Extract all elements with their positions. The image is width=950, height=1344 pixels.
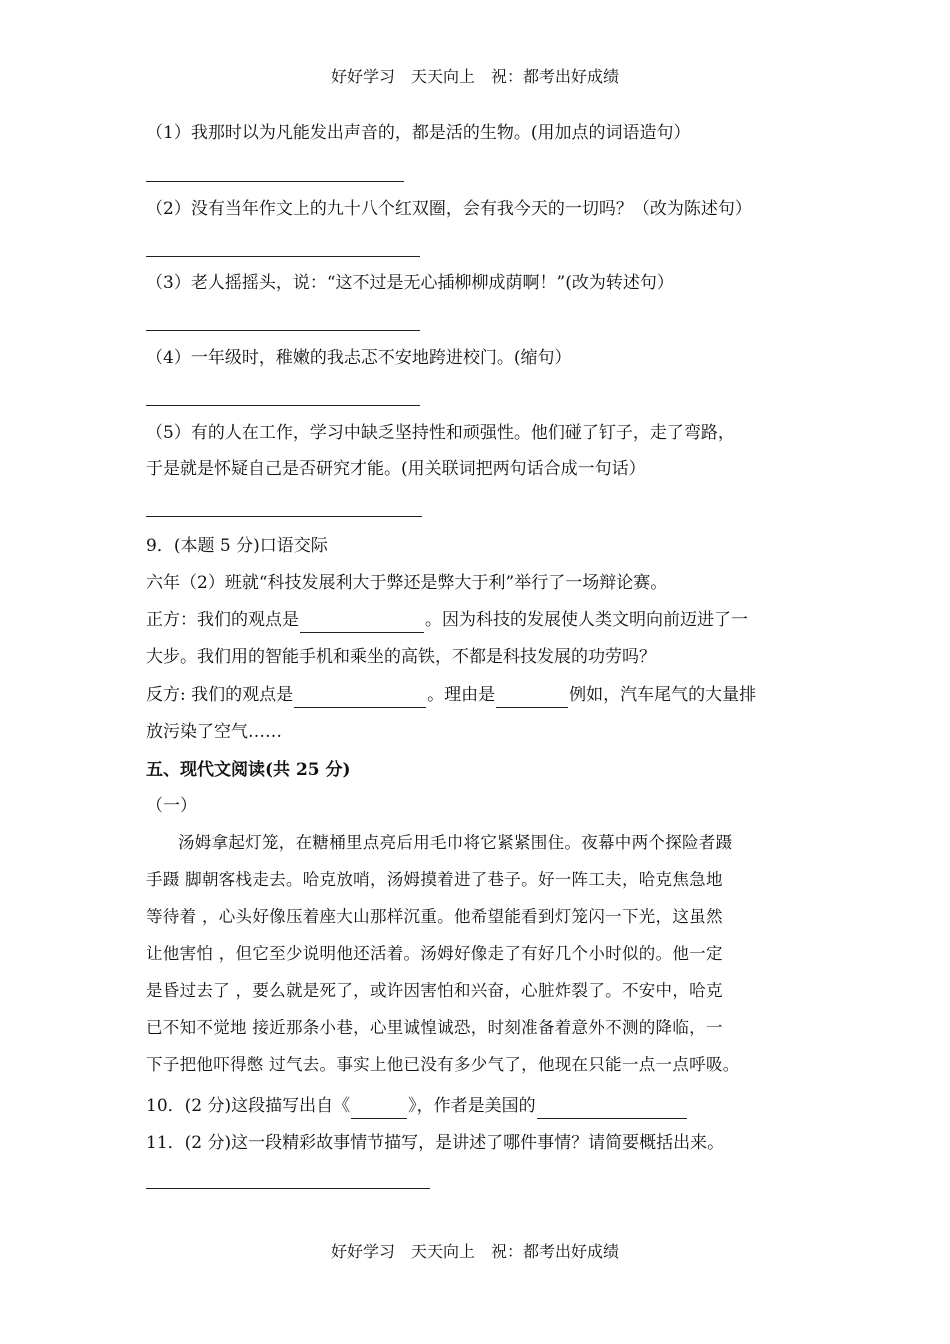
q9-title: 9．(本题 5 分)口语交际 <box>146 536 328 556</box>
fan-prefix: 反方: 我们的观点是 <box>146 685 294 705</box>
q10-mid: 》，作者是美国的 <box>408 1096 536 1116</box>
q9-zheng-line-2: 大步。我们用的智能手机和乘坐的高铁，不都是科技发展的功劳吗？ <box>146 647 656 667</box>
zheng-blank[interactable] <box>300 614 424 633</box>
answer-line-4[interactable] <box>146 405 420 406</box>
section-subtitle: （一） <box>146 796 197 816</box>
fan-suffix: 例如，汽车尾气的大量排 <box>569 685 757 705</box>
q9-intro: 六年（2）班就“科技发展利大于弊还是弊大于利”举行了一场辩论赛。 <box>146 573 668 593</box>
answer-line-5[interactable] <box>146 516 422 517</box>
section-title: 五、现代文阅读(共 25 分) <box>146 760 351 780</box>
q8-item-3: （3）老人摇摇头，说：“这不过是无心插柳柳成荫啊！”(改为转述句） <box>146 273 674 293</box>
q10 <box>146 1093 688 1119</box>
q11: 11．(2 分)这一段精彩故事情节描写，是讲述了哪件事情？请简要概括出来。 <box>146 1133 725 1153</box>
page-footer: 好好学习 天天向上 祝：都考出好成绩 <box>330 1242 619 1261</box>
fan-mid: 。理由是 <box>427 685 496 705</box>
passage-line-3: 等待着 ，心头好像压着座大山那样沉重。他希望能看到灯笼闪一下光，这虽然 <box>146 907 723 926</box>
fan-reason-blank[interactable] <box>496 689 568 708</box>
q10-prefix: 10．(2 分)这段描写出自《 <box>146 1096 351 1116</box>
answer-line-1[interactable] <box>146 181 404 182</box>
q8-item-4: （4）一年级时，稚嫩的我忐忑不安地跨进校门。(缩句） <box>146 348 572 368</box>
author-blank[interactable] <box>537 1100 687 1119</box>
fan-viewpoint-blank[interactable] <box>294 689 426 708</box>
passage-line-5: 是昏过去了 ，要么就是死了，或许因害怕和兴奋，心脏炸裂了。不安中，哈克 <box>146 981 723 1000</box>
q8-item-1: （1）我那时以为凡能发出声音的，都是活的生物。(用加点的词语造句） <box>146 123 691 143</box>
zheng-suffix: 。因为科技的发展使人类文明向前迈进了一 <box>425 610 748 630</box>
zheng-prefix: 正方：我们的观点是 <box>146 610 299 630</box>
passage-line-4: 让他害怕 ，但它至少说明他还活着。汤姆好像走了有好几个小时似的。他一定 <box>146 944 723 963</box>
q8-item-5-line-2: 于是就是怀疑自己是否研究才能。(用关联词把两句话合成一句话） <box>146 459 646 479</box>
answer-line-q11[interactable] <box>146 1188 430 1189</box>
answer-line-2[interactable] <box>146 256 420 257</box>
q8-item-2: （2）没有当年作文上的九十八个红双圈，会有我今天的一切吗？（改为陈述句） <box>146 199 752 219</box>
q9-zheng-line-1 <box>146 607 748 633</box>
book-title-blank[interactable] <box>351 1100 407 1119</box>
q9-fan-line-1 <box>146 682 756 708</box>
answer-line-3[interactable] <box>146 330 420 331</box>
passage-line-7: 下子把他吓得憋 过气去。事实上他已没有多少气了，他现在只能一点一点呼吸。 <box>146 1055 740 1074</box>
passage-line-6: 已不知不觉地 接近那条小巷，心里诚惶诚恐，时刻准备着意外不测的降临，一 <box>146 1018 723 1037</box>
page-header: 好好学习 天天向上 祝：都考出好成绩 <box>330 67 619 86</box>
passage-line-2: 手蹑 脚朝客栈走去。哈克放哨，汤姆摸着进了巷子。好一阵工夫，哈克焦急地 <box>146 870 723 889</box>
q9-fan-line-2: 放污染了空气…… <box>146 722 282 742</box>
q8-item-5-line-1: （5）有的人在工作，学习中缺乏坚持性和顽强性。他们碰了钉子，走了弯路， <box>146 423 735 443</box>
passage-line-1: 汤姆拿起灯笼，在糖桶里点亮后用毛巾将它紧紧围住。夜幕中两个探险者蹑 <box>178 833 733 852</box>
